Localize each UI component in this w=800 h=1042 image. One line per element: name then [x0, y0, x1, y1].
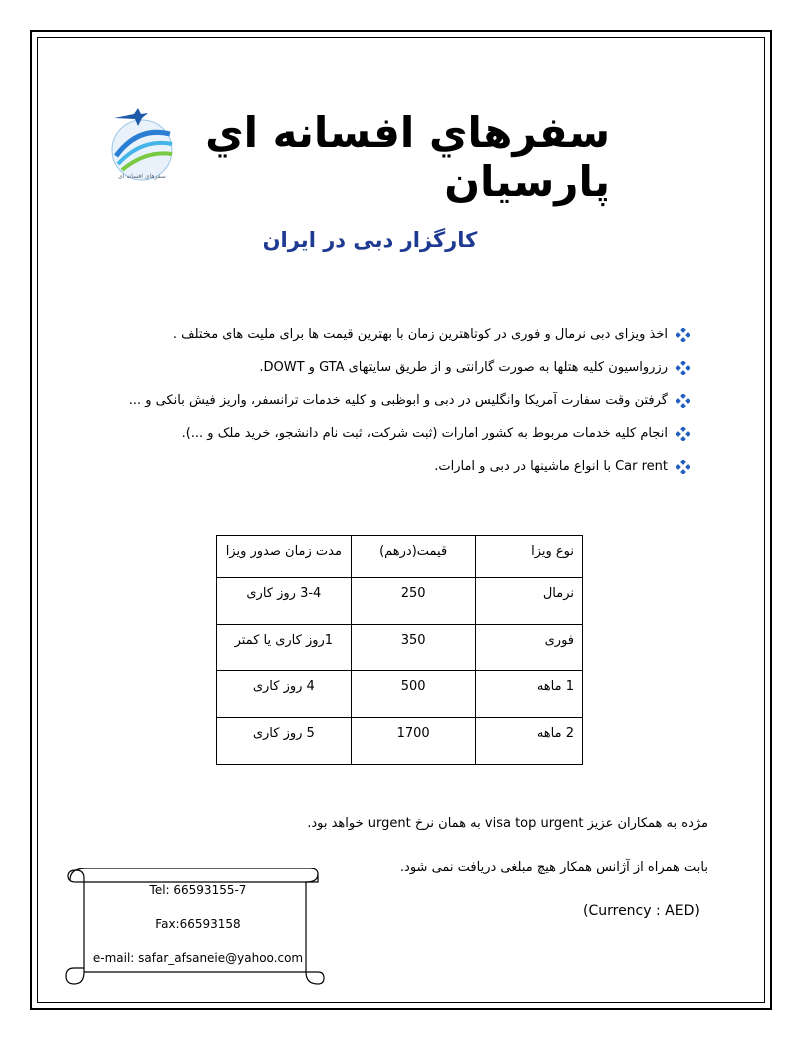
- visa-price-table: [216, 535, 583, 765]
- service-text: گرفتن وقت سفارت آمریکا وانگلیس در دبی و ابوظبی و کلیه خدمات ترانسفر، واریز فیش بانکی و ...: [128, 393, 668, 408]
- cell-issue-time: 3-4 روز کاری: [217, 577, 352, 624]
- contact-fax: Fax:66593158: [155, 917, 241, 931]
- diamond-bullet-icon: [676, 427, 690, 441]
- header-price: قیمت(درهم): [351, 536, 475, 578]
- service-text: اخذ ویزای دبی نرمال و فوری در کوتاهترین زمان با بهترین قیمت ها برای ملیت های مختلف .: [172, 327, 668, 342]
- cell-visa-type: فوری: [475, 624, 582, 671]
- diamond-bullet-icon: [676, 460, 690, 474]
- cell-issue-time: 5 روز کاری: [217, 718, 352, 765]
- cell-price: 1700: [351, 718, 475, 765]
- contact-email: e-mail: safar_afsaneie@yahoo.com: [92, 951, 304, 965]
- table-row: [217, 671, 583, 718]
- list-item: [120, 351, 690, 384]
- cell-price: 350: [351, 624, 475, 671]
- cell-visa-type: 2 ماهه: [475, 718, 582, 765]
- list-item: [120, 384, 690, 417]
- list-item: [120, 450, 690, 483]
- table-row: [217, 624, 583, 671]
- cell-visa-type: نرمال: [475, 577, 582, 624]
- table-row: [217, 577, 583, 624]
- services-list: [120, 318, 690, 483]
- cell-visa-type: 1 ماهه: [475, 671, 582, 718]
- cell-issue-time: 1روز کاری یا کمتر: [217, 624, 352, 671]
- cell-price: 250: [351, 577, 475, 624]
- table-row: [217, 718, 583, 765]
- service-text: انجام کلیه خدمات مربوط به کشور امارات (ثبت شرکت، ثبت نام دانشجو، خرید ملک و ...).: [181, 426, 668, 441]
- service-text: Car rent با انواع ماشینها در دبی و امارات.: [434, 459, 668, 474]
- cell-issue-time: 4 روز کاری: [217, 671, 352, 718]
- list-item: [120, 417, 690, 450]
- header-visa-type: نوع ویزا: [475, 536, 582, 578]
- table-header-row: [217, 536, 583, 578]
- service-text: رزرواسیون کلیه هتلها به صورت گارانتی و از طریق سایتهای GTA و DOWT.: [259, 360, 668, 375]
- header-issue-time: مدت زمان صدور ویزا: [217, 536, 352, 578]
- diamond-bullet-icon: [676, 361, 690, 375]
- contact-phone: Tel: 66593155-7: [149, 883, 247, 897]
- urgent-visa-note: مژده به همکاران عزیز visa top urgent به همان نرخ urgent خواهد بود.: [307, 816, 708, 831]
- diamond-bullet-icon: [676, 328, 690, 342]
- no-fee-note: بابت همراه از آژانس همکار هیچ مبلغی دریافت نمی شود.: [399, 860, 708, 875]
- svg-text:سفرهای افسانه ای: سفرهای افسانه ای: [118, 173, 166, 180]
- page-subtitle: کارگزار دبی در ایران: [262, 228, 478, 252]
- list-item: [120, 318, 690, 351]
- airplane-globe-logo-icon: [104, 104, 180, 186]
- company-name: سفرهاي افسانه اي پارسيان: [205, 108, 610, 206]
- currency-note: (Currency : AED): [583, 903, 700, 919]
- cell-price: 500: [351, 671, 475, 718]
- diamond-bullet-icon: [676, 394, 690, 408]
